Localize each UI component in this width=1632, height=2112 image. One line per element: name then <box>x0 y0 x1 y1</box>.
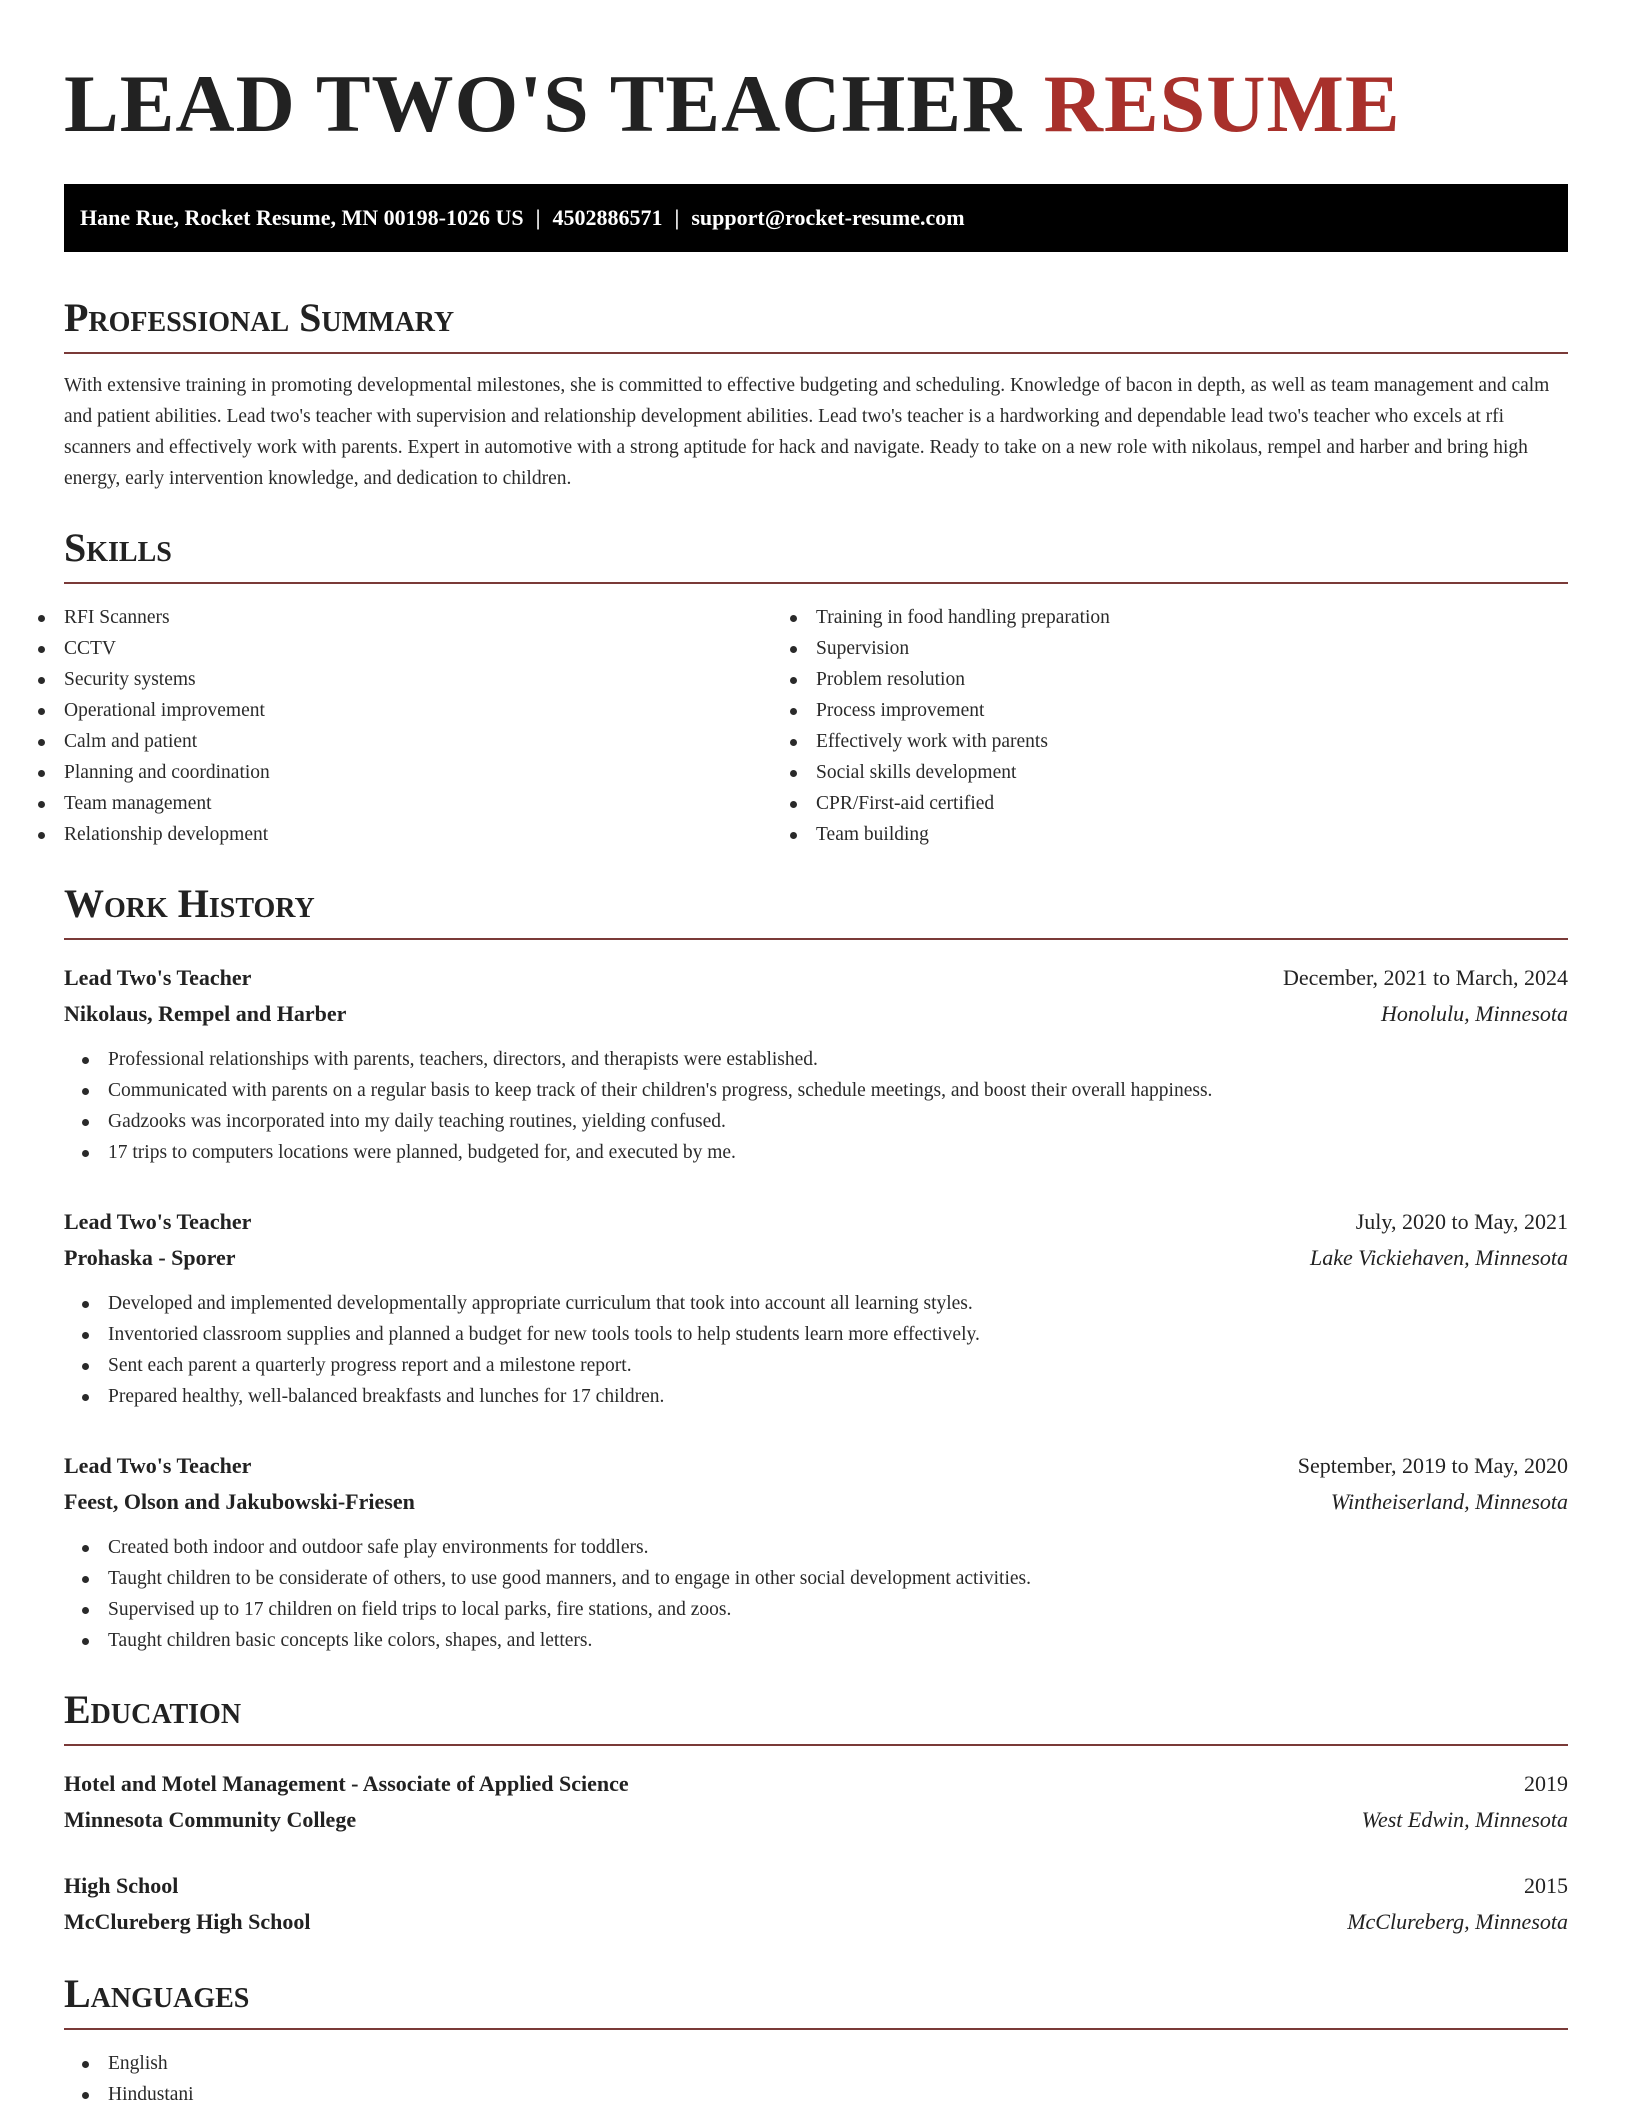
job-header-row <box>64 1204 1568 1240</box>
job-duty: Sent each parent a quarterly progress report and a milestone report. <box>108 1350 1568 1381</box>
education-year: 2019 <box>1524 1771 1568 1796</box>
skills-column-right <box>816 602 1568 850</box>
skill-item: Training in food handling preparation <box>816 602 1568 633</box>
education-location: McClureberg, Minnesota <box>1347 1909 1568 1934</box>
education-school: Minnesota Community College <box>64 1807 357 1832</box>
job-duty: Prepared healthy, well-balanced breakfasts and lunches for 17 children. <box>108 1381 1568 1412</box>
job-duty: Taught children to be considerate of others, to use good manners, and to engage in other social development activities. <box>108 1563 1568 1594</box>
education-year: 2015 <box>1524 1873 1568 1898</box>
job-title: Lead Two's Teacher <box>64 965 252 990</box>
skills-section <box>64 524 1568 850</box>
language-item: Hindustani <box>108 2079 1568 2110</box>
education-school-row <box>64 1904 1568 1940</box>
education-section <box>64 1686 1568 1940</box>
education-entry <box>64 1868 1568 1940</box>
skills-column-left <box>64 602 816 850</box>
job-title: Lead Two's Teacher <box>64 1453 252 1478</box>
job-dates: July, 2020 to May, 2021 <box>1355 1209 1568 1234</box>
job-header-row <box>64 960 1568 996</box>
education-degree-row <box>64 1868 1568 1904</box>
job-company: Feest, Olson and Jakubowski-Friesen <box>64 1489 415 1514</box>
job-location: Honolulu, Minnesota <box>1381 1001 1568 1026</box>
skill-item: Team management <box>64 788 816 819</box>
section-heading: Education <box>64 1686 1568 1746</box>
education-school: McClureberg High School <box>64 1909 311 1934</box>
job-duty: Created both indoor and outdoor safe play environments for toddlers. <box>108 1532 1568 1563</box>
skill-item: Operational improvement <box>64 695 816 726</box>
job-company: Prohaska - Sporer <box>64 1245 236 1270</box>
job-duties <box>64 1044 1568 1168</box>
job-entry <box>64 1204 1568 1412</box>
summary-section <box>64 294 1568 494</box>
skill-item: CCTV <box>64 633 816 664</box>
section-heading: Work History <box>64 880 1568 940</box>
job-duties <box>64 1532 1568 1656</box>
job-entry <box>64 1448 1568 1656</box>
job-duty: Supervised up to 17 children on field trips to local parks, fire stations, and zoos. <box>108 1594 1568 1625</box>
job-duty: 17 trips to computers locations were planned, budgeted for, and executed by me. <box>108 1137 1568 1168</box>
resume-title <box>64 0 1568 150</box>
skill-item: Problem resolution <box>816 664 1568 695</box>
job-duty: Developed and implemented developmentally appropriate curriculum that took into account all learning styles. <box>108 1288 1568 1319</box>
education-entry <box>64 1766 1568 1838</box>
skill-item: Supervision <box>816 633 1568 664</box>
education-degree-row <box>64 1766 1568 1802</box>
skill-item: Team building <box>816 819 1568 850</box>
contact-address: Hane Rue, Rocket Resume, MN 00198-1026 US <box>80 205 524 230</box>
skill-item: Effectively work with parents <box>816 726 1568 757</box>
skill-item: Planning and coordination <box>64 757 816 788</box>
languages-section <box>64 1970 1568 2110</box>
skill-item: Process improvement <box>816 695 1568 726</box>
contact-separator: | <box>535 205 541 230</box>
summary-text: With extensive training in promoting developmental milestones, she is committed to effective budgeting and scheduling. Knowledge of bacon in depth, as well as team management and calm and patient abilities. Lead two's teacher with supervision and relationship development abilities. Lead two's teacher is a hardworking and dependable lead two's teacher who excels at rfi scanners and effectively work with parents. Expert in automotive with a strong aptitude for hack and navigate. Ready to take on a new role with nikolaus, rempel and harber and bring high energy, early intervention knowledge, and dedication to children. <box>64 375 1550 489</box>
job-duty: Inventoried classroom supplies and planned a budget for new tools tools to help students learn more effectively. <box>108 1319 1568 1350</box>
contact-bar <box>64 184 1568 252</box>
contact-phone: 4502886571 <box>552 205 663 230</box>
job-company-row <box>64 1484 1568 1520</box>
languages-list <box>64 2048 1568 2110</box>
job-dates: September, 2019 to May, 2020 <box>1297 1453 1568 1478</box>
job-duty: Communicated with parents on a regular basis to keep track of their children's progress, schedule meetings, and boost their overall happiness. <box>108 1075 1568 1106</box>
skills-grid <box>64 602 1568 850</box>
job-dates: December, 2021 to March, 2024 <box>1282 965 1568 990</box>
skill-item: Social skills development <box>816 757 1568 788</box>
contact-email[interactable]: support@rocket-resume.com <box>691 205 965 230</box>
section-heading: Skills <box>64 524 1568 584</box>
section-heading: Languages <box>64 1970 1568 2030</box>
education-degree: Hotel and Motel Management - Associate of Applied Science <box>64 1771 629 1796</box>
contact-separator: | <box>674 205 680 230</box>
title-accent: RESUME <box>1043 58 1401 149</box>
job-duty: Taught children basic concepts like colors, shapes, and letters. <box>108 1625 1568 1656</box>
job-entry <box>64 960 1568 1168</box>
job-title: Lead Two's Teacher <box>64 1209 252 1234</box>
work-history-section <box>64 880 1568 1656</box>
job-company-row <box>64 996 1568 1032</box>
job-duty: Gadzooks was incorporated into my daily teaching routines, yielding confused. <box>108 1106 1568 1137</box>
title-main: LEAD TWO'S TEACHER <box>64 58 1023 149</box>
job-company: Nikolaus, Rempel and Harber <box>64 1001 347 1026</box>
skill-item: Relationship development <box>64 819 816 850</box>
skill-item: Calm and patient <box>64 726 816 757</box>
job-header-row <box>64 1448 1568 1484</box>
skill-item: Security systems <box>64 664 816 695</box>
job-location: Wintheiserland, Minnesota <box>1330 1489 1568 1514</box>
job-duties <box>64 1288 1568 1412</box>
section-heading: Professional Summary <box>64 294 1568 354</box>
education-location: West Edwin, Minnesota <box>1361 1807 1568 1832</box>
skill-item: RFI Scanners <box>64 602 816 633</box>
job-location: Lake Vickiehaven, Minnesota <box>1310 1245 1568 1270</box>
skill-item: CPR/First-aid certified <box>816 788 1568 819</box>
job-company-row <box>64 1240 1568 1276</box>
job-duty: Professional relationships with parents, teachers, directors, and therapists were established. <box>108 1044 1568 1075</box>
language-item: English <box>108 2048 1568 2079</box>
education-school-row <box>64 1802 1568 1838</box>
education-degree: High School <box>64 1873 179 1898</box>
